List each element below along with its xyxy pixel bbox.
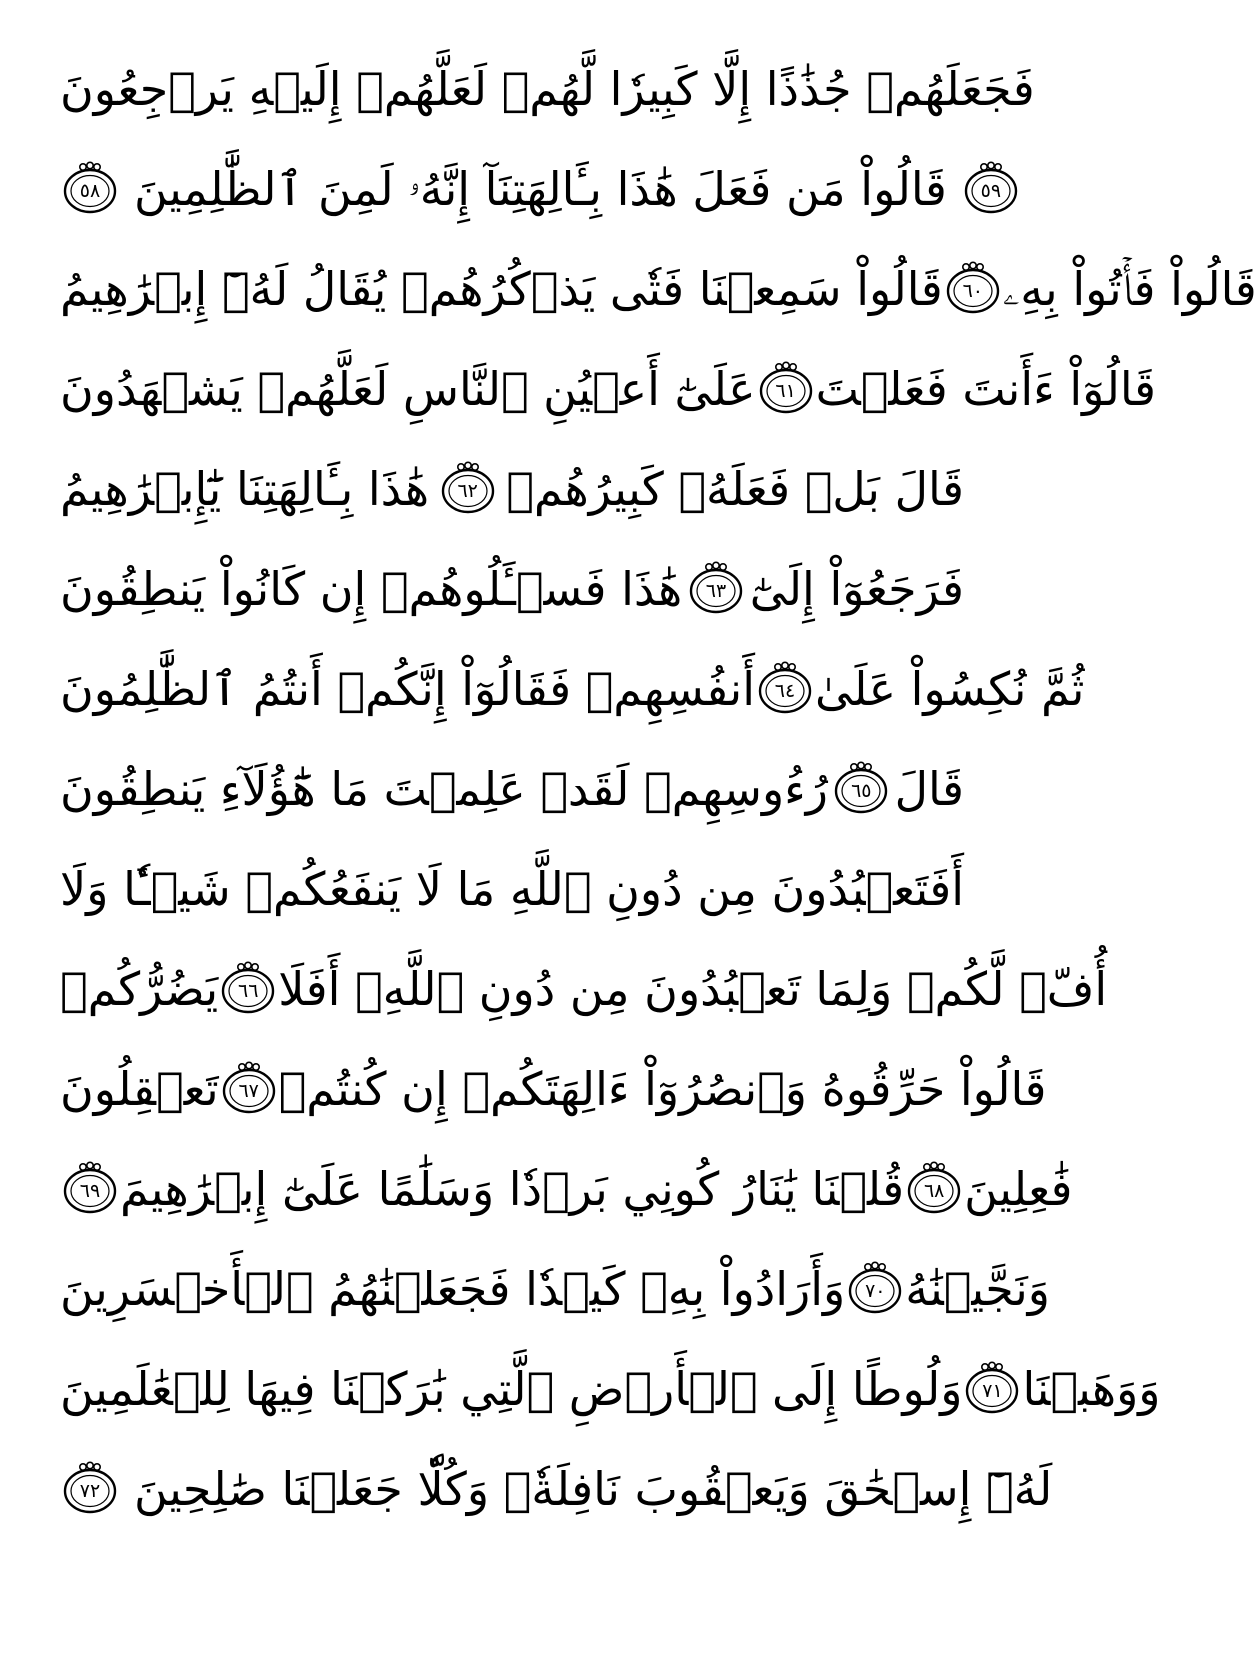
- verse-line-14: [60, 1342, 1161, 1436]
- verse-text: قَالُواْ حَرِّقُوهُ وَٱنصُرُوٓاْ ءَالِهَتَكُمۡ إِن كُنتُمۡ: [278, 1062, 1047, 1116]
- ayah-marker: [904, 1161, 964, 1217]
- verse-text: وَلُوطًا إِلَى ٱلۡأَرۡضِ ٱلَّتِي بَٰرَكۡنَا فِيهَا لِلۡعَٰلَمِينَ: [60, 1362, 963, 1416]
- verse-text: وَنَجَّيۡنَٰهُ: [905, 1262, 1051, 1316]
- ayah-number: ٥٨: [79, 180, 101, 202]
- ayah-marker: [961, 161, 1021, 217]
- ayah-number: ٧٢: [79, 1480, 101, 1502]
- ayah-marker: [60, 1161, 120, 1217]
- verse-line-15: [60, 1442, 1053, 1536]
- verse-text: عَلَىٰٓ أَعۡيُنِ ٱلنَّاسِ لَعَلَّهُمۡ يَشۡهَدُونَ: [60, 362, 756, 416]
- verse-text: قَالَ بَلۡ فَعَلَهُۥ كَبِيرُهُمۡ: [506, 462, 964, 516]
- verse-text: فَجَعَلَهُمۡ جُذَٰذًا إِلَّا كَبِيرٗا لَّهُمۡ لَعَلَّهُمۡ إِلَيۡهِ يَرۡجِعُونَ: [60, 62, 1035, 116]
- verse-line-2: [60, 142, 1002, 236]
- verse-text: قَالُوٓاْ ءَأَنتَ فَعَلۡتَ: [815, 362, 1156, 416]
- verse-text: وَوَهَبۡنَا: [1022, 1362, 1161, 1416]
- ayah-marker: [219, 1061, 279, 1117]
- verse-text: هَٰذَا بِـَٔالِهَتِنَا يَٰٓإِبۡرَٰهِيمُ: [60, 462, 430, 516]
- verse-text: قَالُواْ مَن فَعَلَ هَٰذَا بِـَٔالِهَتِنَآ إِنَّهُۥ لَمِنَ ٱلظَّٰلِمِينَ: [134, 162, 947, 216]
- verse-line-8: [60, 742, 964, 836]
- ayah-number: ٦٧: [238, 1080, 259, 1102]
- verse-text: قَالُواْ فَأۡتُواْ بِهِۦ: [1002, 262, 1257, 316]
- ayah-marker: [438, 461, 498, 517]
- verse-text: وَأَرَادُواْ بِهِۦ كَيۡدٗا فَجَعَلۡنَٰهُمُ ٱلۡأَخۡسَرِينَ: [60, 1262, 846, 1316]
- verse-line-5: [60, 442, 964, 536]
- ayah-number: ٦٢: [457, 480, 478, 502]
- ayah-marker: [845, 1261, 905, 1317]
- ayah-number: ٦٦: [238, 980, 259, 1002]
- ayah-marker: [60, 161, 120, 217]
- verse-text: يَضُرُّكُمۡ: [60, 962, 219, 1016]
- ayah-marker: [686, 561, 746, 617]
- ayah-marker: [831, 761, 891, 817]
- verse-text: فَٰعِلِينَ: [964, 1162, 1073, 1216]
- verse-text: فَرَجَعُوٓاْ إِلَىٰٓ: [749, 562, 964, 616]
- ayah-marker: [962, 1361, 1022, 1417]
- verse-line-13: [60, 1242, 1051, 1336]
- verse-text: أَفَتَعۡبُدُونَ مِن دُونِ ٱللَّهِ مَا لَا يَنفَعُكُمۡ شَيۡـٔٗا وَلَا: [60, 862, 964, 916]
- ayah-number: ٦٨: [923, 1180, 945, 1202]
- ayah-number: ٦٥: [851, 780, 872, 802]
- ayah-number: ٧١: [982, 1380, 1003, 1402]
- verse-text: هَٰذَا فَسۡـَٔلُوهُمۡ إِن كَانُواْ يَنطِقُونَ: [60, 562, 683, 616]
- verse-text: أَنفُسِهِمۡ فَقَالُوٓاْ إِنَّكُمۡ أَنتُمُ ٱلظَّٰلِمُونَ: [60, 662, 755, 716]
- ayah-number: ٧٠: [865, 1280, 886, 1302]
- verse-text: رُءُوسِهِمۡ لَقَدۡ عَلِمۡتَ مَا هَٰٓؤُلَآءِ يَنطِقُونَ: [60, 762, 828, 816]
- verse-text: قَالَ: [894, 762, 964, 816]
- verse-line-1: [60, 42, 1035, 136]
- verse-line-4: [60, 342, 1156, 436]
- verse-text: أُفّٖ لَّكُمۡ وَلِمَا تَعۡبُدُونَ مِن دُونِ ٱللَّهِۚ أَفَلَا: [278, 962, 1108, 1016]
- verse-line-7: [60, 642, 1085, 736]
- ayah-marker: [756, 361, 816, 417]
- ayah-marker: [218, 961, 278, 1017]
- ayah-number: ٦١: [775, 380, 796, 402]
- verse-line-3: [60, 242, 1257, 336]
- verse-text: لَهُۥٓ إِسۡحَٰقَ وَيَعۡقُوبَ نَافِلَةٗۖ وَكُلّٗا جَعَلۡنَا صَٰلِحِينَ: [134, 1462, 1053, 1516]
- ayah-number: ٦٩: [79, 1180, 101, 1202]
- verse-line-10: [60, 942, 1108, 1036]
- ayah-marker: [943, 261, 1003, 317]
- verse-line-9: [60, 842, 964, 936]
- ayah-marker: [755, 661, 815, 717]
- ayah-number: ٦٠: [962, 280, 983, 302]
- verse-line-12: [60, 1142, 1073, 1236]
- ayah-marker: [60, 1461, 120, 1517]
- verse-text: ثُمَّ نُكِسُواْ عَلَىٰ: [815, 662, 1085, 716]
- verse-line-11: [60, 1042, 1047, 1136]
- verse-line-6: [60, 542, 964, 636]
- verse-text: قَالُواْ سَمِعۡنَا فَتٗى يَذۡكُرُهُمۡ يُقَالُ لَهُۥٓ إِبۡرَٰهِيمُ: [60, 262, 943, 316]
- ayah-number: ٦٤: [774, 680, 796, 702]
- verse-text: تَعۡقِلُونَ: [60, 1062, 219, 1116]
- verse-text: قُلۡنَا يَٰنَارُ كُونِي بَرۡدٗا وَسَلَٰمًا عَلَىٰٓ إِبۡرَٰهِيمَ: [120, 1162, 905, 1216]
- ayah-number: ٦٣: [705, 580, 727, 602]
- ayah-number: ٥٩: [980, 180, 1002, 202]
